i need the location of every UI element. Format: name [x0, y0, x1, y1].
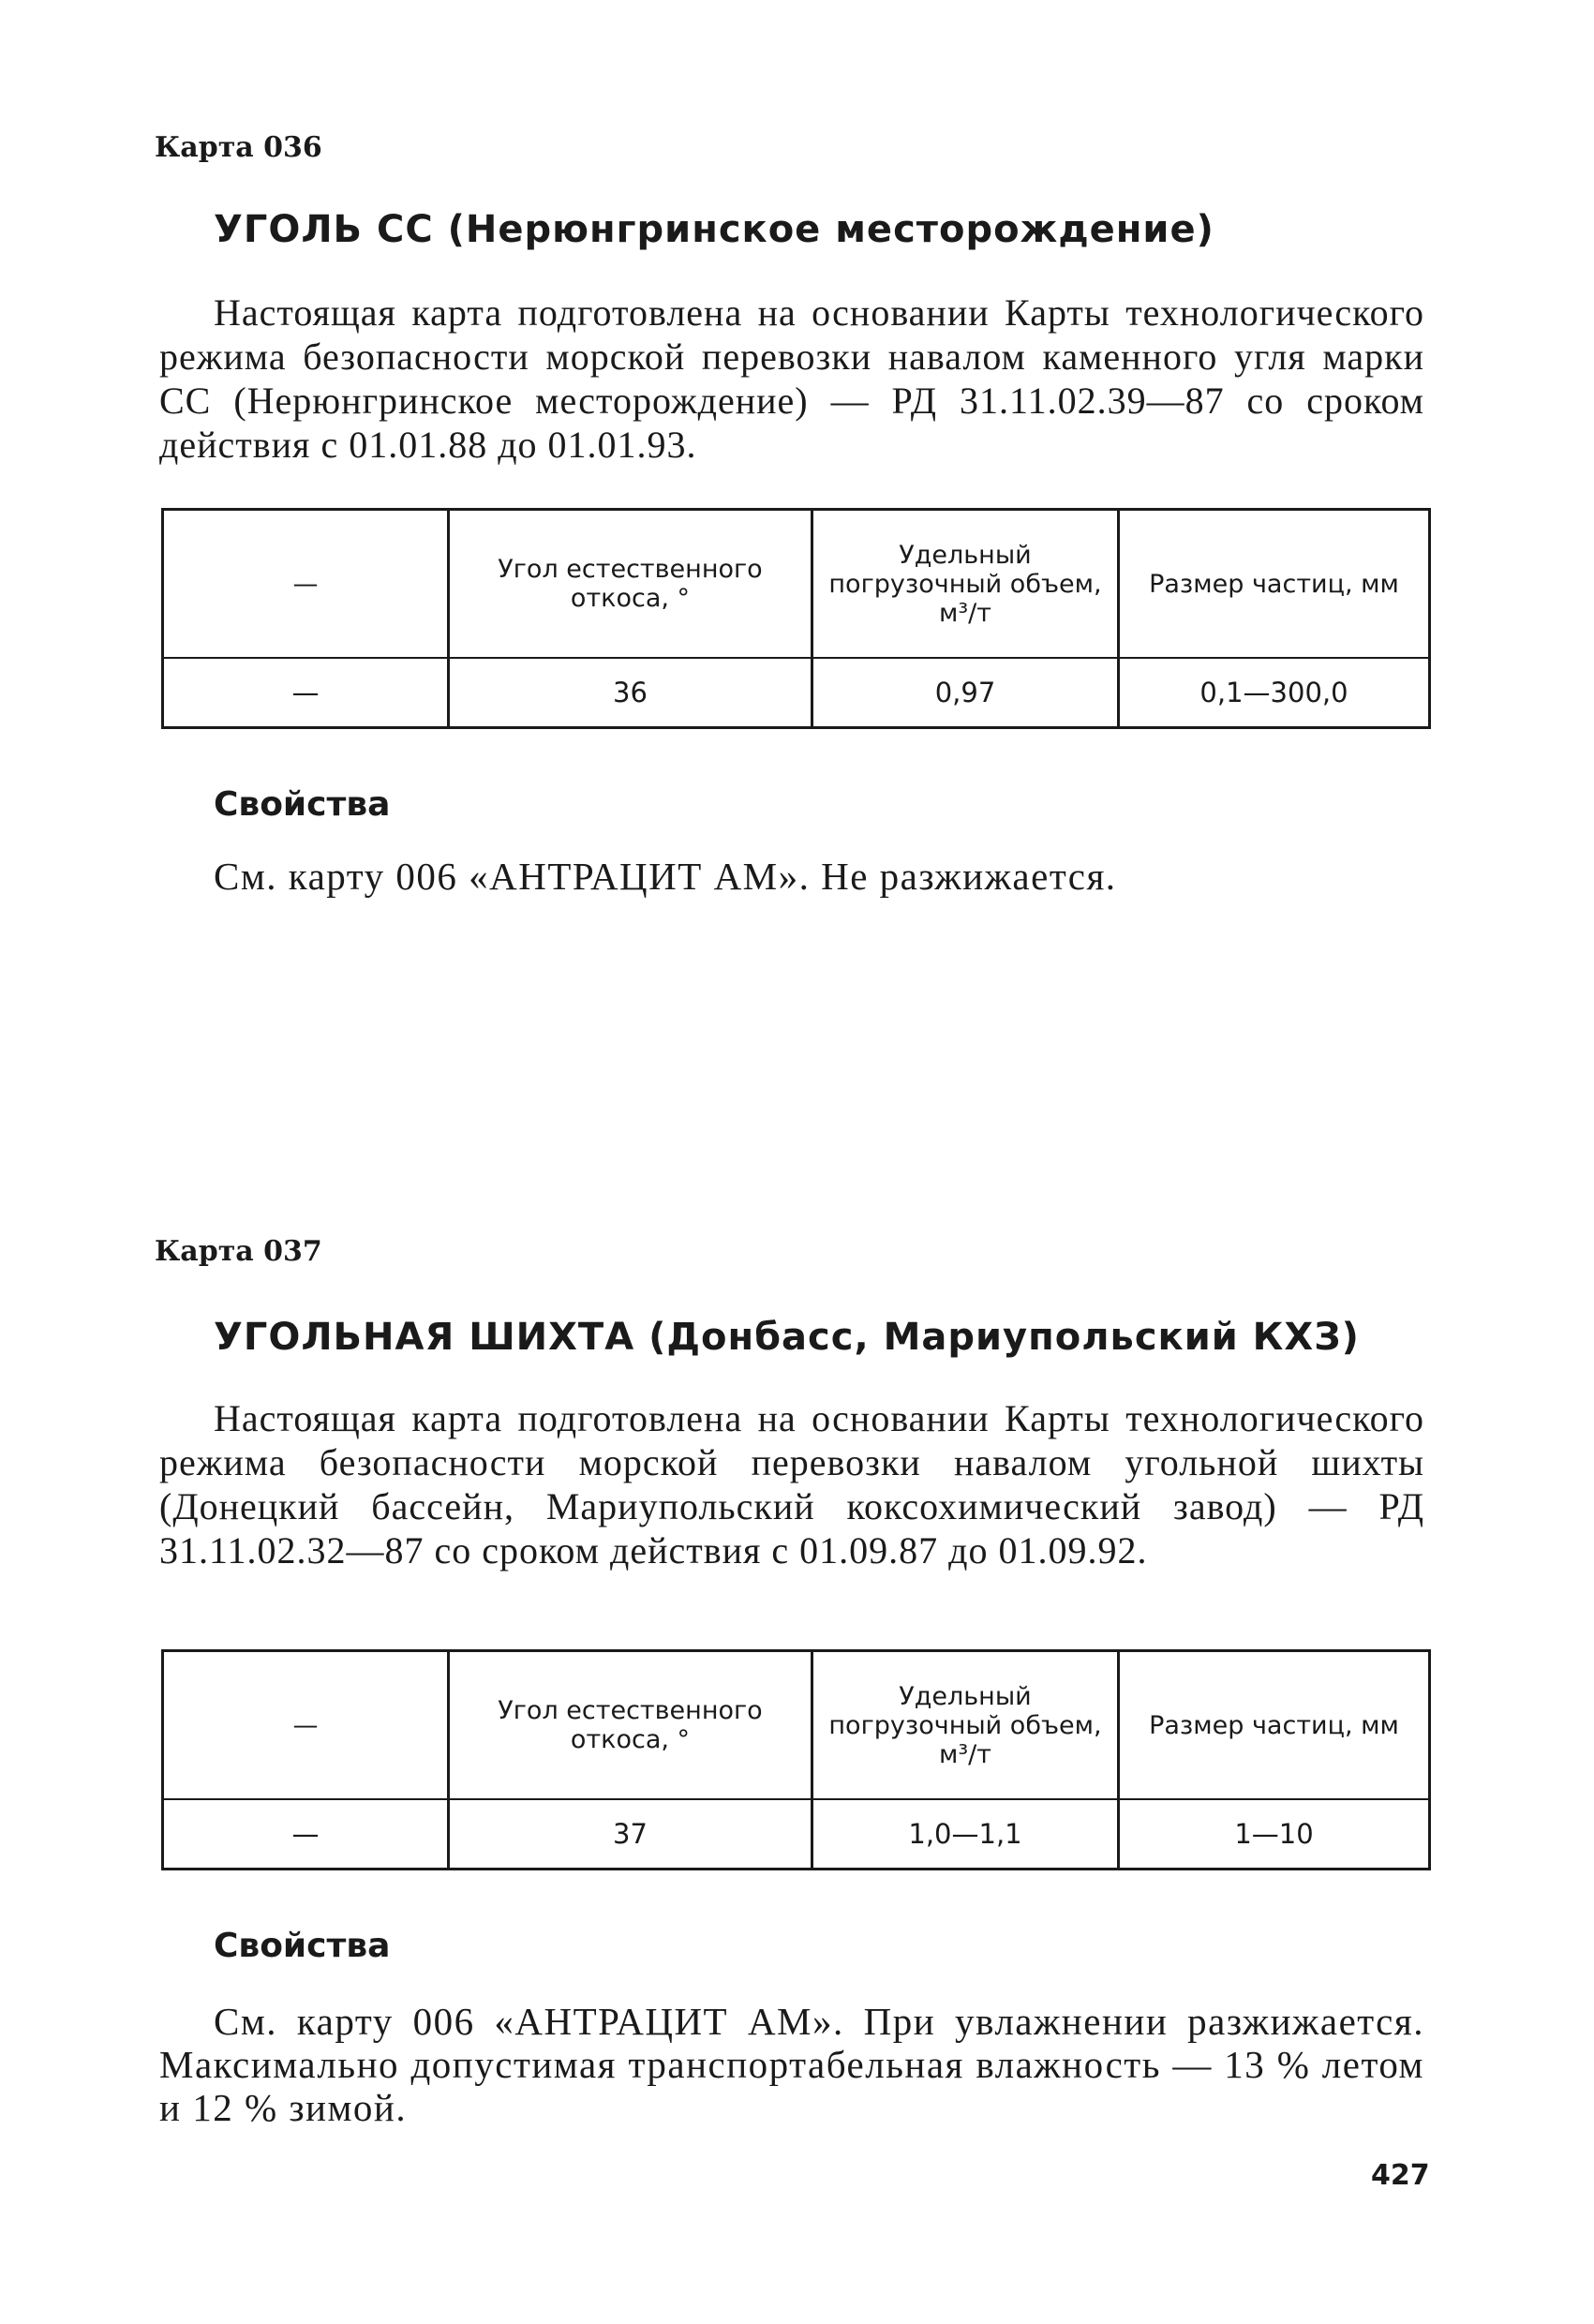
properties-table: [161, 508, 1431, 729]
intro-paragraph: Настоящая карта подготовлена на основании Карты технологического режима безопасности морской перевозки навалом угольной шихты (Донецкий бассейн, Мариупольский коксохимический завод) — РД 31.11.02.32—87 со сроком действия с 01.09.87 до 01.09.92.: [159, 1397, 1424, 1572]
properties-heading: Свойства: [214, 1927, 391, 1965]
card-title: УГОЛЬНАЯ ШИХТА (Донбасс, Мариупольский КХЗ): [214, 1316, 1360, 1359]
table-cell: 1—10: [1119, 1799, 1430, 1870]
table-row: [163, 658, 1430, 728]
page-number: 427: [1371, 2159, 1430, 2192]
table-cell: 0,1—300,0: [1119, 658, 1430, 728]
table-cell: 36: [449, 658, 812, 728]
table-cell: 0,97: [812, 658, 1119, 728]
table-header-cell: Удельный погрузочный объем, м³/т: [812, 510, 1119, 659]
table-cell: —: [163, 658, 449, 728]
table-header-cell: Угол естественного откоса, °: [449, 1651, 812, 1800]
properties-table: [161, 1649, 1431, 1870]
table-row: [163, 1799, 1430, 1870]
table-cell: 1,0—1,1: [812, 1799, 1119, 1870]
table-header-cell: Размер частиц, мм: [1119, 510, 1430, 659]
table-cell: —: [163, 1799, 449, 1870]
card-title: УГОЛЬ СС (Нерюнгринское месторождение): [214, 208, 1214, 251]
table-header-row: [163, 1651, 1430, 1800]
table-header-cell: —: [163, 510, 449, 659]
table-header-cell: —: [163, 1651, 449, 1800]
properties-text: См. карту 006 «АНТРАЦИТ АМ». Не разжижается.: [214, 855, 1117, 898]
card-label: Карта 036: [155, 131, 322, 164]
properties-heading: Свойства: [214, 785, 391, 824]
properties-text: См. карту 006 «АНТРАЦИТ АМ». При увлажнении разжижается. Максимально допустимая транспортабельная влажность — 13 % летом и 12 % зимой.: [159, 2000, 1424, 2129]
table-header-row: [163, 510, 1430, 659]
intro-paragraph: Настоящая карта подготовлена на основании Карты технологического режима безопасности морской перевозки навалом каменного угля марки СС (Нерюнгринское месторождение) — РД 31.11.02.39—87 со сроком действия с 01.01.88 до 01.01.93.: [159, 291, 1424, 466]
table-header-cell: Размер частиц, мм: [1119, 1651, 1430, 1800]
table-header-cell: Удельный погрузочный объем, м³/т: [812, 1651, 1119, 1800]
table-header-cell: Угол естественного откоса, °: [449, 510, 812, 659]
card-label: Карта 037: [155, 1235, 322, 1268]
table-cell: 37: [449, 1799, 812, 1870]
